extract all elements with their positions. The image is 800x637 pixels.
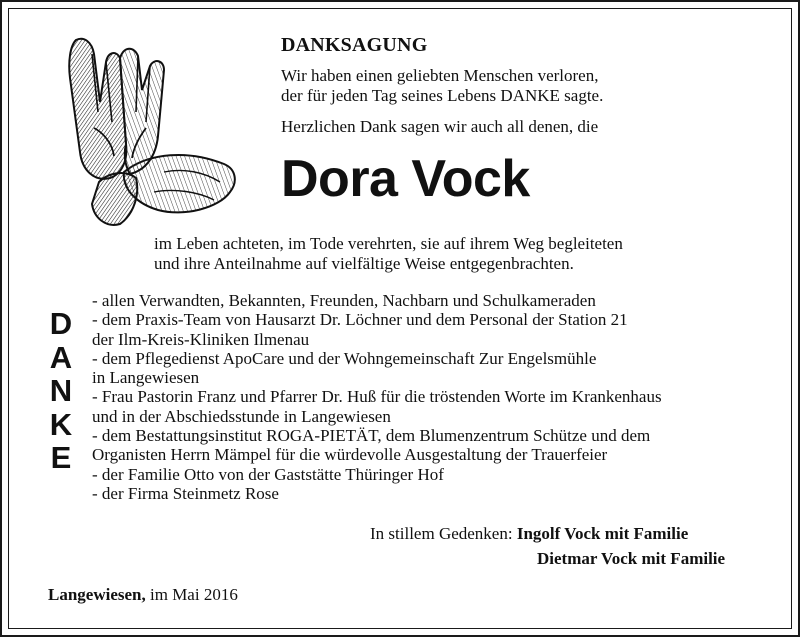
thanks-list [92, 291, 772, 503]
intro-text [281, 66, 603, 106]
list-item-line: der Ilm-Kreis-Kliniken Ilmenau [92, 329, 310, 349]
list-item-line: - Frau Pastorin Franz und Pfarrer Dr. Huß für die tröstenden Worte im Krankenhaus [92, 387, 662, 407]
intro-line: der für jeden Tag seines Lebens DANKE sagte. [281, 86, 604, 105]
heading: DANKSAGUNG [281, 34, 428, 56]
list-item [92, 426, 772, 465]
date: im Mai 2016 [150, 585, 238, 604]
list-item-line: in Langewiesen [92, 368, 200, 388]
list-item-line: - dem Pflegedienst ApoCare und der Wohngemeinschaft Zur Engelsmühle [92, 348, 597, 368]
thanks-line: Herzlichen Dank sagen wir auch all denen, die [281, 117, 599, 136]
praying-hands-icon [54, 32, 239, 232]
danke-vertical [46, 307, 76, 475]
danke-letter: E [50, 440, 72, 475]
after-name-text [154, 234, 623, 274]
list-item [92, 291, 772, 310]
list-item-line: - allen Verwandten, Bekannten, Freunden, Nachbarn und Schulkameraden [92, 291, 596, 310]
danke-letter: A [49, 339, 73, 375]
list-item [92, 310, 772, 349]
danke-letter: K [49, 406, 73, 442]
signature-name: Dietmar Vock mit Familie [537, 549, 726, 568]
list-item-line: - der Firma Steinmetz Rose [92, 483, 279, 503]
list-item-line: Organisten Herrn Mämpel für die würdevolle Ausgestaltung der Trauerfeier [92, 445, 608, 465]
after-name-line: im Leben achteten, im Tode verehrten, sie auf ihrem Weg begleiteten [154, 234, 623, 253]
place-date [48, 584, 238, 606]
list-item-line: - dem Praxis-Team von Hausarzt Dr. Löchner und dem Personal der Station 21 [92, 310, 628, 330]
danke-letter: D [49, 306, 73, 341]
list-item-line: und in der Abschiedsstunde in Langewiesen [92, 406, 391, 426]
list-item [92, 484, 772, 503]
list-item [92, 465, 772, 484]
intro-line: Wir haben einen geliebten Menschen verloren, [281, 66, 599, 85]
deceased-name: Dora Vock [281, 150, 530, 208]
signature-line [370, 523, 688, 545]
signature-name: Ingolf Vock mit Familie [516, 524, 689, 543]
list-item-line: - dem Bestattungsinstitut ROGA-PIETÄT, dem Blumenzentrum Schütze und dem [92, 426, 651, 446]
list-item [92, 349, 772, 388]
list-item [92, 387, 772, 426]
after-name-line: und ihre Anteilnahme auf vielfältige Weise entgegenbrachten. [154, 254, 574, 273]
danke-letter: N [49, 373, 73, 408]
list-item-line: - der Familie Otto von der Gaststätte Thüringer Hof [92, 464, 444, 484]
signature-prefix: In stillem Gedenken: [370, 524, 513, 543]
place: Langewiesen, [48, 585, 146, 604]
